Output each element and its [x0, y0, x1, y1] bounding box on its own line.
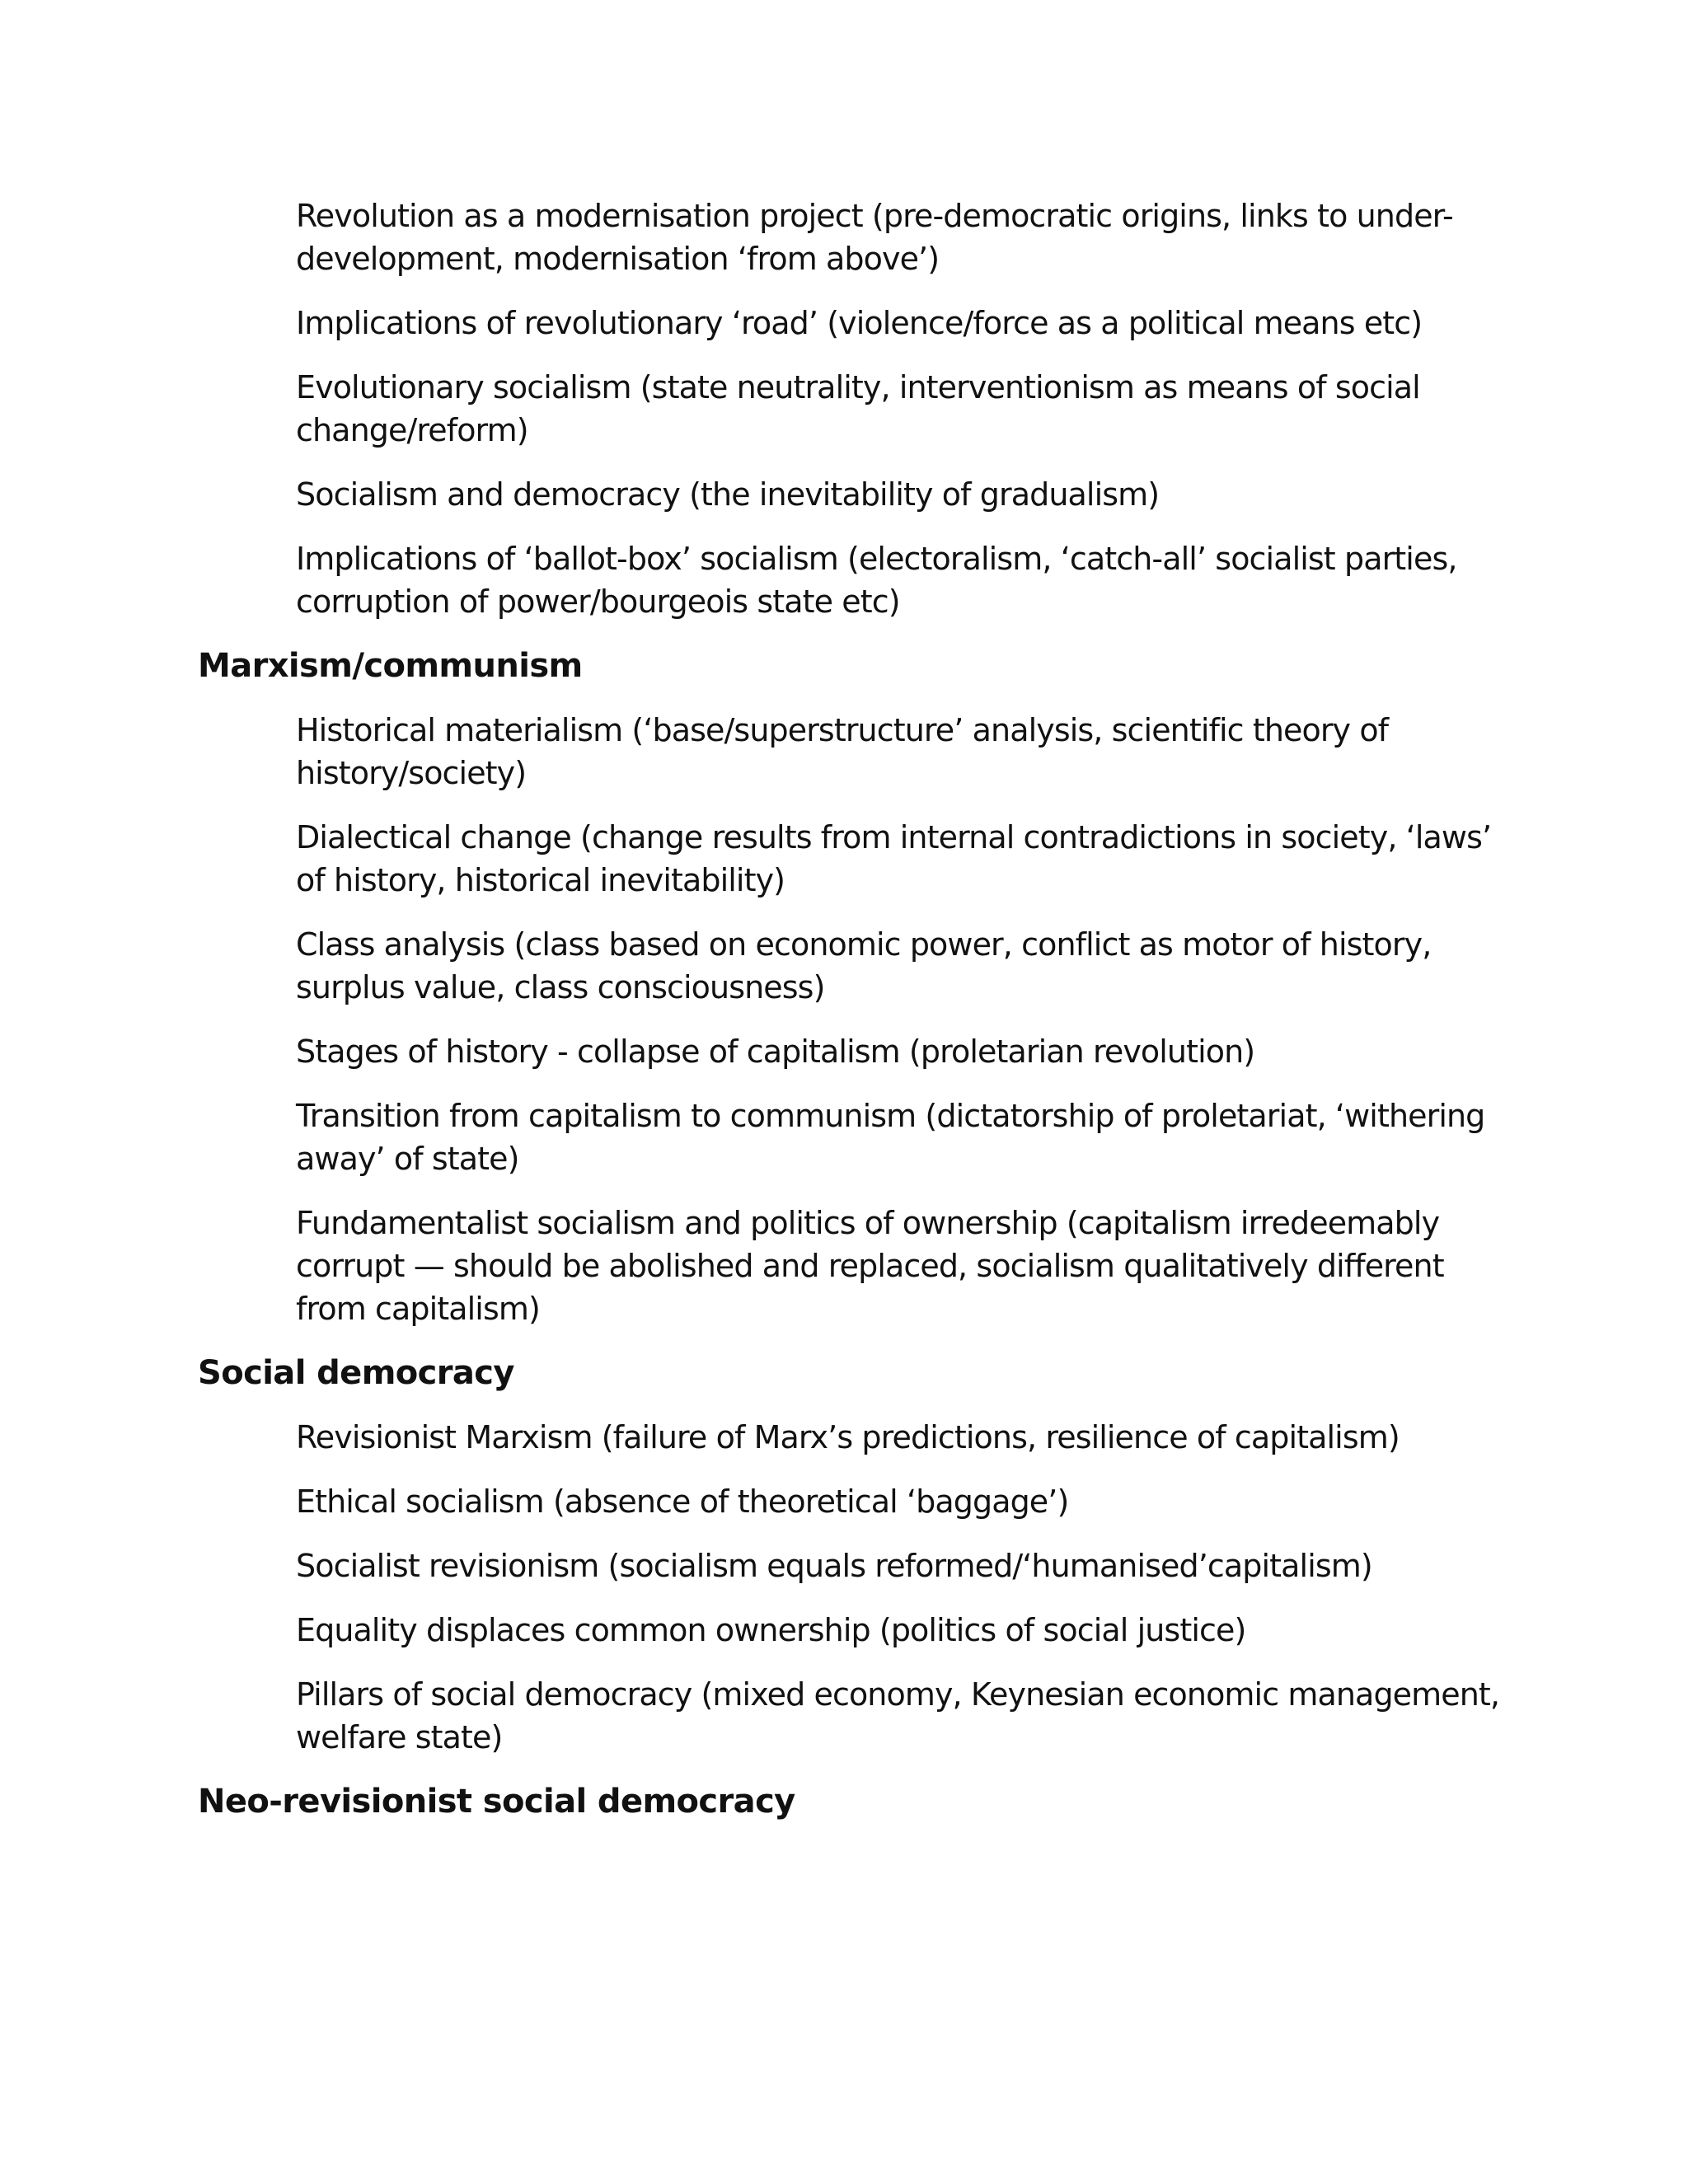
list-item: Dialectical change (change results from internal contradictions in society, ‘laws’ of history, historical inevitability) — [296, 819, 1492, 898]
list-item: Transition from capitalism to communism (dictatorship of proletariat, ‘withering away’ of state) — [296, 1098, 1485, 1177]
list-item: Fundamentalist socialism and politics of ownership (capitalism irredeemably corrupt — should be abolished and replaced, socialism qualitatively different from capitalism) — [296, 1205, 1444, 1327]
list-item: Pillars of social democracy (mixed economy, Keynesian economic management, welfare state) — [296, 1676, 1500, 1755]
document-content — [198, 194, 1517, 1844]
section-social-democracy — [198, 1352, 1517, 1759]
section-marxism-communism — [198, 644, 1517, 1330]
list-item: Socialism and democracy (the inevitability of gradualism) — [296, 476, 1160, 513]
list-item: Implications of ‘ballot-box’ socialism (electoralism, ‘catch-all’ socialist parties, corruption of power/bourgeois state etc) — [296, 541, 1457, 620]
section-heading: Social democracy — [198, 1354, 514, 1392]
section-heading: Neo-revisionist social democracy — [198, 1783, 795, 1821]
list-item: Revolution as a modernisation project (pre-democratic origins, links to under-development, modernisation ‘from above’) — [296, 198, 1453, 277]
list-item: Class analysis (class based on economic power, conflict as motor of history, surplus value, class consciousness) — [296, 926, 1432, 1005]
list-item: Stages of history - collapse of capitalism (proletarian revolution) — [296, 1033, 1255, 1070]
list-item: Evolutionary socialism (state neutrality, interventionism as means of social change/reform) — [296, 369, 1420, 448]
section-heading: Marxism/communism — [198, 647, 583, 685]
list-item: Implications of revolutionary ‘road’ (violence/force as a political means etc) — [296, 305, 1423, 341]
list-item: Ethical socialism (absence of theoretical ‘baggage’) — [296, 1483, 1069, 1520]
list-item: Historical materialism (‘base/superstructure’ analysis, scientific theory of history/society) — [296, 712, 1389, 791]
section-revolution — [198, 194, 1517, 623]
list-item: Equality displaces common ownership (politics of social justice) — [296, 1612, 1246, 1648]
section-neo-revisionist — [198, 1780, 1517, 1823]
list-item: Revisionist Marxism (failure of Marx’s predictions, resilience of capitalism) — [296, 1419, 1400, 1455]
list-item: Socialist revisionism (socialism equals reformed/‘humanised’capitalism) — [296, 1548, 1372, 1584]
